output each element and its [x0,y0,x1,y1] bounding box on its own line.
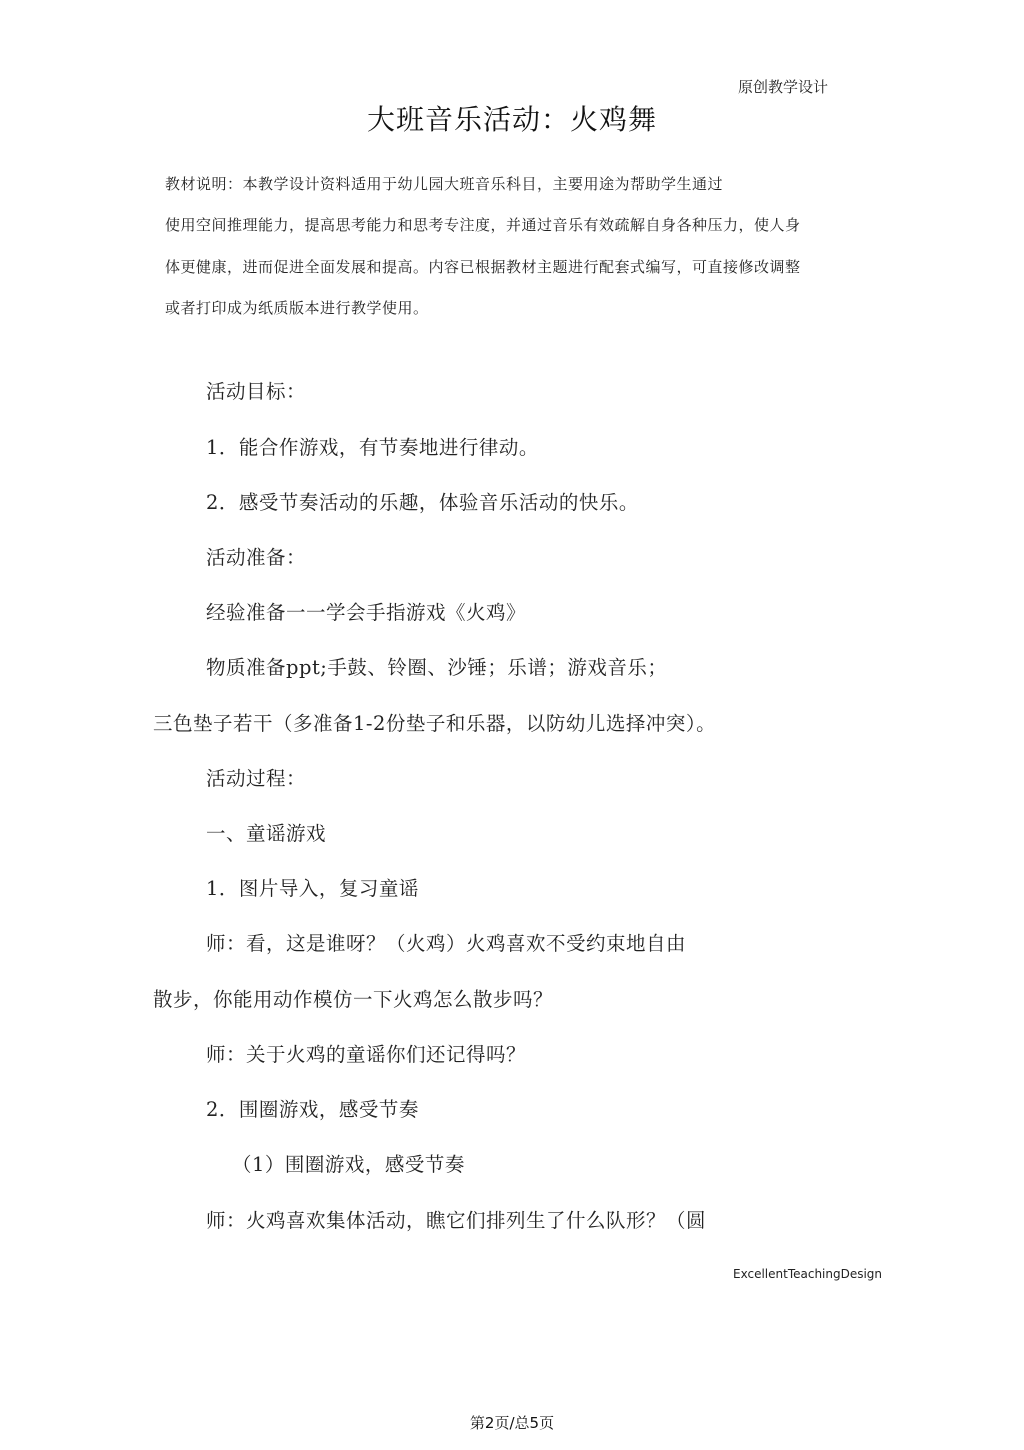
body-paragraph: 师：看，这是谁呀？（火鸡）火鸡喜欢不受约束地自由 [206,932,687,955]
body-paragraph: 三色垫子若干（多准备1-2份垫子和乐器，以防幼儿选择冲突）。 [153,712,717,735]
body-paragraph: 2．围圈游戏，感受节奏 [206,1098,419,1121]
section-heading-process: 活动过程： [206,767,307,790]
body-paragraph: 师：火鸡喜欢集体活动，瞧它们排列生了什么队形？（圆 [206,1209,707,1232]
body-paragraph: 一、童谣游戏 [206,822,327,845]
page-number: 第2页/总5页 [469,1414,555,1432]
body-paragraph: 2．感受节奏活动的乐趣，体验音乐活动的快乐。 [206,491,639,514]
section-heading-goals: 活动目标： [206,380,307,403]
footer-label: ExcellentTeachingDesign [733,1267,883,1281]
description-line: 体更健康，进而促进全面发展和提高。内容已根据教材主题进行配套式编写，可直接修改调整 [165,258,801,276]
body-paragraph: 散步，你能用动作模仿一下火鸡怎么散步吗？ [153,988,554,1011]
body-paragraph: 1．图片导入，复习童谣 [206,877,419,900]
body-paragraph: 经验准备一一学会手指游戏《火鸡》 [206,601,527,624]
page-title: 大班音乐活动：火鸡舞 [366,103,657,136]
header-label: 原创教学设计 [738,78,829,96]
description-line: 教材说明：本教学设计资料适用于幼儿园大班音乐科目，主要用途为帮助学生通过 [165,175,724,193]
description-line: 或者打印成为纸质版本进行教学使用。 [165,299,429,317]
body-paragraph: 物质准备ppt;手鼓、铃圈、沙锤；乐谱；游戏音乐； [206,656,668,679]
body-paragraph: （1）围圈游戏，感受节奏 [232,1153,465,1176]
body-paragraph: 师：关于火鸡的童谣你们还记得吗？ [206,1043,527,1066]
description-line: 使用空间推理能力，提高思考能力和思考专注度，并通过音乐有效疏解自身各种压力，使人身 [165,216,801,234]
section-heading-preparation: 活动准备： [206,546,307,569]
body-paragraph: 1．能合作游戏，有节奏地进行律动。 [206,436,539,459]
